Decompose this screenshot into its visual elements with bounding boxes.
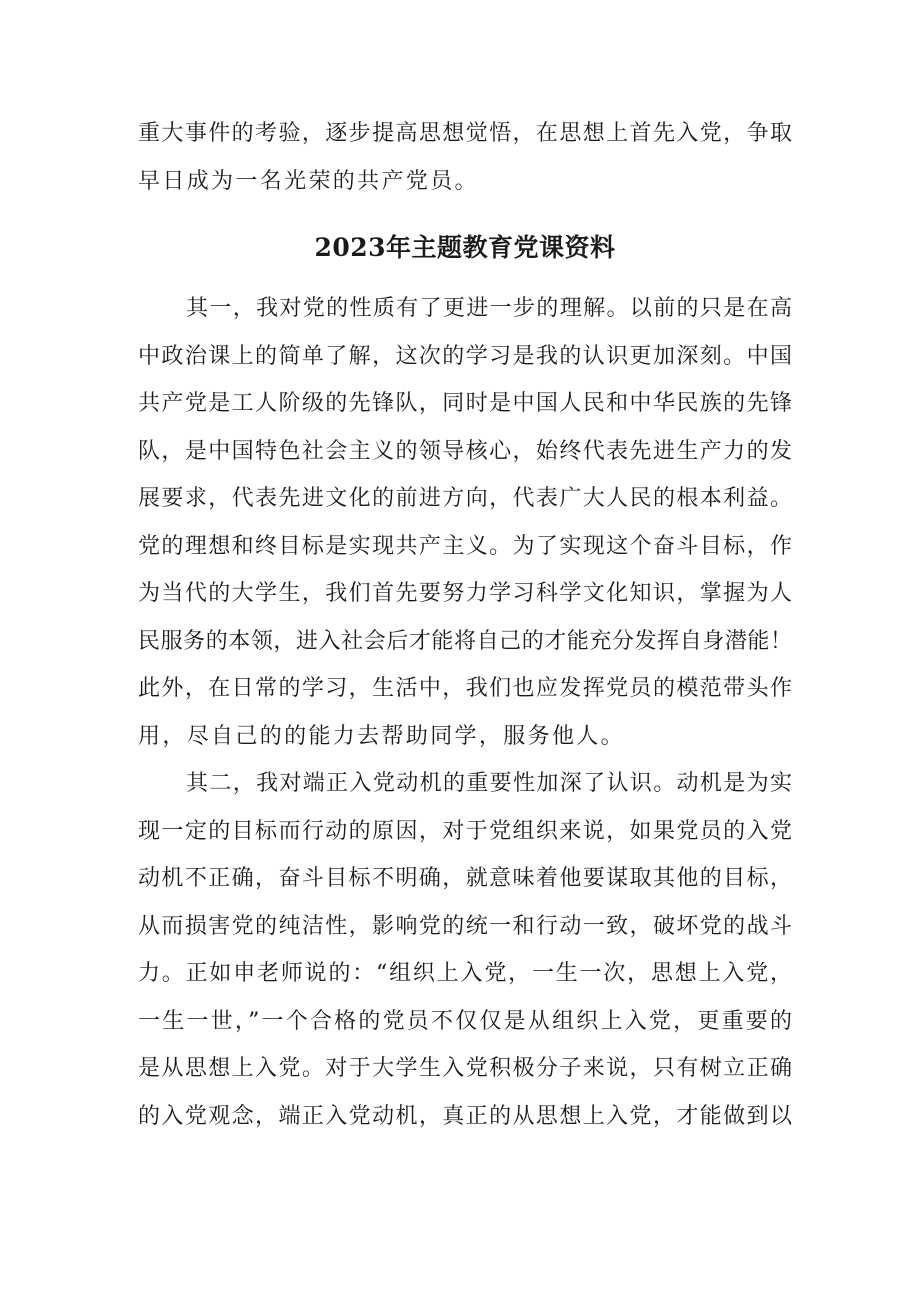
paragraph-1-line-9: 此外，在日常的学习，生活中，我们也应发挥党员的模范带头作 [138, 676, 792, 701]
paragraph-1-line-8: 民服务的本领，进入社会后才能将自己的才能充分发挥自身潜能！ [138, 628, 792, 654]
intro-line-2: 早日成为一名光荣的共产党员。 [138, 168, 479, 194]
paragraph-1-line-7: 为当代的大学生，我们首先要努力学习科学文化知识，掌握为人 [138, 581, 792, 606]
paragraph-1-line-6: 党的理想和终目标是实现共产主义。为了实现这个奋斗目标，作 [138, 533, 792, 559]
paragraph-1-line-10: 用，尽自己的的能力去帮助同学，服务他人。 [138, 723, 626, 749]
paragraph-2-line-1: 其二，我对端正入党动机的重要性加深了认识。动机是为实 [186, 771, 792, 796]
paragraph-1-line-5: 展要求，代表先进文化的前进方向，代表广大人民的根本利益。 [138, 486, 792, 511]
paragraph-2-line-7: 是从思想上入党。对于大学生入党积极分子来说，只有树立正确 [138, 1056, 792, 1081]
document-title: 2023年主题教育党课资料 [314, 233, 616, 262]
intro-line-1: 重大事件的考验，逐步提高思想觉悟，在思想上首先入党，争取 [138, 121, 792, 146]
paragraph-2-line-6: 一生一世，”一个合格的党员不仅仅是从组织上入党，更重要的 [138, 1008, 792, 1034]
paragraph-1-line-2: 中政治课上的简单了解，这次的学习是我的认识更加深刻。中国 [138, 343, 792, 369]
paragraph-1 [138, 285, 792, 760]
paragraph-2-line-4: 从而损害党的纯洁性，影响党的统一和行动一致，破坏党的战斗 [138, 913, 792, 939]
paragraph-1-line-1: 其一，我对党的性质有了更进一步的理解。以前的只是在高 [186, 296, 792, 321]
paragraph-1-line-4: 队，是中国特色社会主义的领导核心，始终代表先进生产力的发 [138, 438, 792, 464]
paragraph-2 [138, 760, 792, 1140]
intro-paragraph [138, 110, 792, 205]
paragraph-2-line-2: 现一定的目标而行动的原因，对于党组织来说，如果党员的入党 [138, 818, 792, 844]
paragraph-2-line-3: 动机不正确，奋斗目标不明确，就意味着他要谋取其他的目标， [138, 866, 792, 891]
document-page [138, 110, 792, 1140]
paragraph-2-line-5: 力。正如申老师说的：“组织上入党，一生一次，思想上入党， [138, 961, 792, 986]
paragraph-2-line-8: 的入党观念，端正入党动机，真正的从思想上入党，才能做到以 [138, 1103, 792, 1129]
paragraph-1-line-3: 共产党是工人阶级的先锋队，同时是中国人民和中华民族的先锋 [138, 391, 792, 416]
